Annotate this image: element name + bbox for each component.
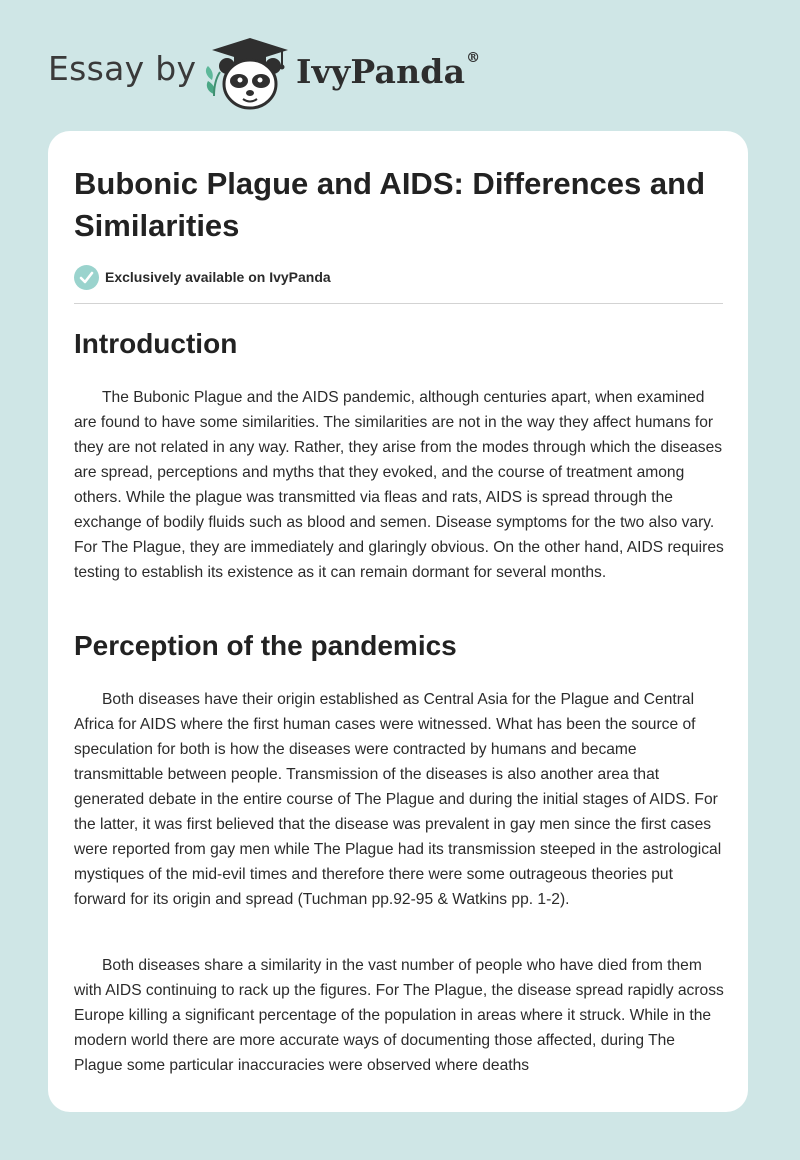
essay-title: Bubonic Plague and AIDS: Differences and Similarities	[74, 166, 706, 243]
essay-by-label: Essay by	[48, 49, 197, 88]
registered-mark: ®	[466, 50, 481, 66]
paragraph: The Bubonic Plague and the AIDS pandemic, although centuries apart, when examined are found to have some similarities. The similarities are not in the way they affect humans for they are not related in any way. Rather, they arise from the modes through which the diseases are spread, perceptions and myths that they evoked, and the course of treatment among others. While the plague was transmitted via fleas and rats, AIDS is spread through the exchange of bodily fluids such as blood and semen. Disease symptoms for the two also vary. For The Plague, they are immediately and glaringly obvious. On the other hand, AIDS requires testing to establish its existence as it can remain dormant for several months.	[74, 389, 724, 581]
divider	[74, 303, 723, 304]
section-heading-perception: Perception of the pandemics	[74, 630, 457, 661]
exclusive-badge-text: Exclusively available on IvyPanda	[105, 269, 331, 285]
site-header	[0, 0, 800, 130]
essay-card	[48, 131, 748, 1112]
panda-graduate-icon[interactable]	[200, 36, 292, 112]
check-circle-icon	[74, 265, 99, 290]
section-heading-introduction: Introduction	[74, 328, 238, 359]
paragraph: Both diseases share a similarity in the vast number of people who have died from them with AIDS continuing to rack up the figures. For The Plague, the disease spread rapidly across Europe killing a significant percentage of the population in areas where it struck. While in the modern world there are more accurate ways of documenting those affected, during The Plague some particular inaccuracies were observed where deaths	[74, 957, 724, 1074]
paragraph: Both diseases have their origin established as Central Asia for the Plague and Central Africa for AIDS where the first human cases were witnessed. What has been the source of speculation for both is how the diseases were contracted by humans and became transmittable between people. Transmission of the diseases is also another area that generated debate in the entire course of The Plague and during the initial stages of AIDS. For the latter, it was first believed that the disease was prevalent in gay men since the first cases were reported from gay men while The Plague had its transmission steeped in the astrological mystiques of the mid-evil times and therefore there were some outrageous theories put forward for its origin and spread (Tuchman pp.92-95 & Watkins pp. 1-2).	[74, 691, 722, 908]
brand-label: IvyPanda	[296, 52, 466, 91]
brand-name[interactable]	[296, 52, 480, 91]
exclusive-badge	[74, 264, 331, 290]
